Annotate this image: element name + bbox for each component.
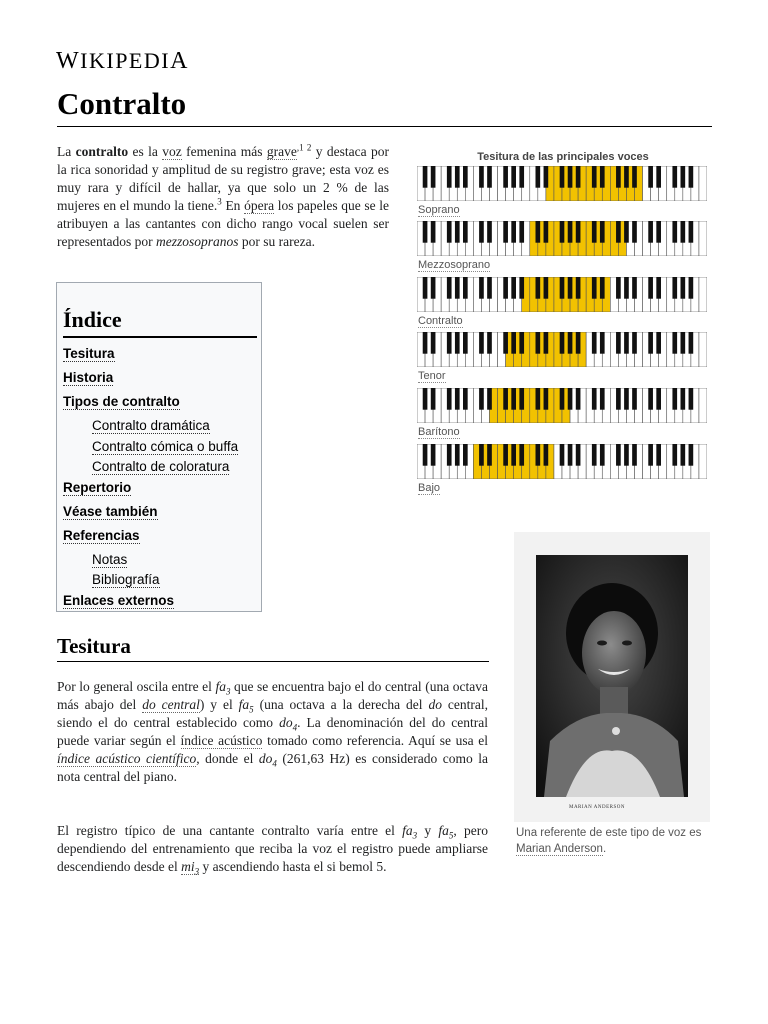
- voice-label-contralto[interactable]: Contralto: [418, 315, 463, 327]
- toc-item-contralto-dramática[interactable]: Contralto dramática: [92, 418, 210, 433]
- black-key: [576, 221, 581, 243]
- black-key: [592, 166, 597, 188]
- black-key: [576, 388, 581, 410]
- black-key: [536, 444, 541, 466]
- black-key: [487, 166, 492, 188]
- black-key: [503, 166, 508, 188]
- black-key: [568, 332, 573, 354]
- black-key: [600, 166, 605, 188]
- black-key: [592, 277, 597, 299]
- black-key: [431, 444, 436, 466]
- black-key: [511, 277, 516, 299]
- reference-1-2[interactable]: ,1 2: [296, 142, 312, 153]
- italic-mezzosopranos: mezzosopranos: [155, 234, 239, 249]
- black-key: [632, 444, 637, 466]
- black-key: [624, 444, 629, 466]
- keyboard-barítono: [417, 388, 707, 423]
- toc-item-véase-también[interactable]: Véase también: [63, 503, 158, 519]
- black-key: [503, 221, 508, 243]
- black-key: [463, 166, 468, 188]
- black-key: [423, 444, 428, 466]
- black-key: [672, 332, 677, 354]
- black-key: [455, 332, 460, 354]
- table-of-contents: [56, 282, 262, 612]
- photo-caption: Una referente de este tipo de voz es Marian Anderson.: [516, 827, 702, 855]
- tesitura-paragraph-1: Por lo general oscila entre el $fa_3$ que se encuentra bajo el do central (una octava más abajo del do central) y el $fa_5$ (una octava a la derecha del do central, siendo el do central establecido como $do_4$. La denominación del do central puede variar según el índice acústico tomado como referencia. Aquí se usa el índice acústico científico, donde el $do_4$ (261,63 Hz) es considerado como la nota central del piano.: [57, 679, 488, 784]
- black-key: [592, 444, 597, 466]
- toc-item-contralto-cómica-o-buffa[interactable]: Contralto cómica o buffa: [92, 438, 239, 454]
- black-key: [544, 277, 549, 299]
- black-key: [487, 221, 492, 243]
- black-key: [600, 277, 605, 299]
- voice-label-soprano[interactable]: Soprano: [418, 204, 460, 216]
- voice-label-barítono[interactable]: Barítono: [418, 426, 460, 438]
- intro-paragraph: La contralto es la voz femenina más grave$^{,1 2}$ y destaca por la rica sonoridad y amplitud de su registro grave; esta voz es muy rara y difícil de hallar, ya que solo un 2 % de las mujeres en el mundo la tiene.$^3$ En ópera los papeles que se le atribuyen a las cantantes con dicho rango vocal suelen ser representados por mezzosopranos por su rareza.: [57, 142, 390, 249]
- black-key: [511, 332, 516, 354]
- toc-item-repertorio[interactable]: Repertorio: [63, 479, 132, 495]
- black-key: [672, 277, 677, 299]
- keyboard-tenor: [417, 332, 707, 367]
- black-key: [624, 388, 629, 410]
- black-key: [648, 221, 653, 243]
- keyboard-soprano: [417, 166, 707, 201]
- black-key: [632, 332, 637, 354]
- black-key: [592, 221, 597, 243]
- black-key: [431, 388, 436, 410]
- black-key: [648, 332, 653, 354]
- black-key: [656, 166, 661, 188]
- black-key: [672, 166, 677, 188]
- black-key: [519, 277, 524, 299]
- black-key: [479, 332, 484, 354]
- tesitura-paragraph-2: El registro típico de una cantante contralto varía entre el $fa_3$ y $fa_5$, pero dependiendo del entrenamiento que reciba la voz el registro puede ampliarse descendiendo desde el $mi_3$ y ascendiendo hasta el si bemol 5.: [57, 823, 488, 877]
- black-key: [592, 388, 597, 410]
- black-key: [544, 444, 549, 466]
- black-key: [689, 277, 694, 299]
- black-key: [616, 277, 621, 299]
- link-opera[interactable]: ópera: [244, 198, 275, 213]
- black-key: [423, 388, 428, 410]
- black-key: [568, 444, 573, 466]
- section-heading-tesitura: Tesitura: [57, 634, 131, 658]
- black-key: [681, 444, 686, 466]
- black-key: [487, 444, 492, 466]
- toc-list: [63, 344, 255, 615]
- black-key: [503, 332, 508, 354]
- black-key: [568, 166, 573, 188]
- toc-item-notas[interactable]: Notas: [92, 551, 128, 567]
- black-key: [624, 221, 629, 243]
- black-key: [568, 388, 573, 410]
- black-key: [544, 388, 549, 410]
- black-key: [463, 277, 468, 299]
- black-key: [624, 332, 629, 354]
- black-key: [632, 277, 637, 299]
- black-key: [689, 221, 694, 243]
- black-key: [592, 332, 597, 354]
- link-indice-acustico-cientifico[interactable]: índice acústico científico: [57, 751, 197, 766]
- voice-label-mezzosoprano[interactable]: Mezzosoprano: [418, 259, 491, 271]
- black-key: [560, 444, 565, 466]
- black-key: [447, 444, 452, 466]
- black-key: [648, 166, 653, 188]
- black-key: [511, 166, 516, 188]
- black-key: [689, 444, 694, 466]
- black-key: [568, 277, 573, 299]
- black-key: [536, 277, 541, 299]
- keyboard-bajo: [417, 444, 707, 479]
- black-key: [576, 277, 581, 299]
- black-key: [648, 444, 653, 466]
- piano-chart-title: Tesitura de las principales voces: [477, 151, 649, 163]
- black-key: [423, 332, 428, 354]
- black-key: [463, 332, 468, 354]
- black-key: [672, 221, 677, 243]
- black-key: [656, 277, 661, 299]
- black-key: [455, 444, 460, 466]
- white-key: [699, 444, 707, 479]
- black-key: [463, 444, 468, 466]
- link-indice-acustico[interactable]: índice acústico: [180, 733, 263, 748]
- link-grave[interactable]: grave: [266, 144, 297, 159]
- black-key: [656, 332, 661, 354]
- black-key: [624, 166, 629, 188]
- photo-print-label: MARIAN ANDERSON: [569, 805, 625, 810]
- black-key: [616, 444, 621, 466]
- black-key: [672, 388, 677, 410]
- black-key: [479, 388, 484, 410]
- toc-divider: [63, 336, 257, 338]
- black-key: [632, 388, 637, 410]
- black-key: [544, 166, 549, 188]
- section-divider: [57, 661, 489, 662]
- black-key: [519, 332, 524, 354]
- black-key: [536, 221, 541, 243]
- black-key: [463, 221, 468, 243]
- black-key: [519, 388, 524, 410]
- black-key: [447, 332, 452, 354]
- toc-item-enlaces-externos[interactable]: Enlaces externos: [63, 592, 175, 608]
- black-key: [560, 221, 565, 243]
- black-key: [536, 388, 541, 410]
- black-key: [656, 444, 661, 466]
- photo-thumbnail[interactable]: [514, 532, 710, 822]
- link-voz[interactable]: voz: [162, 144, 182, 159]
- black-key: [632, 221, 637, 243]
- black-key: [600, 332, 605, 354]
- black-key: [681, 277, 686, 299]
- black-key: [455, 388, 460, 410]
- toc-item-contralto-de-coloratura[interactable]: Contralto de coloratura: [92, 459, 230, 474]
- black-key: [479, 277, 484, 299]
- wikipedia-logo[interactable]: WIKIPEDIA: [56, 48, 189, 74]
- black-key: [560, 166, 565, 188]
- black-key: [544, 221, 549, 243]
- black-key: [431, 166, 436, 188]
- black-key: [560, 277, 565, 299]
- black-key: [544, 332, 549, 354]
- black-key: [487, 277, 492, 299]
- voice-label-bajo[interactable]: Bajo: [418, 482, 441, 494]
- black-key: [616, 332, 621, 354]
- black-key: [689, 332, 694, 354]
- toc-title: Índice: [63, 307, 122, 332]
- title-divider: [57, 126, 712, 127]
- black-key: [431, 221, 436, 243]
- black-key: [455, 221, 460, 243]
- black-key: [431, 277, 436, 299]
- black-key: [560, 332, 565, 354]
- black-key: [648, 277, 653, 299]
- black-key: [600, 444, 605, 466]
- link-mi3[interactable]: $mi_3$: [181, 859, 200, 877]
- link-do-central[interactable]: do central: [142, 697, 200, 712]
- keyboard-contralto: [417, 277, 707, 312]
- black-key: [560, 388, 565, 410]
- white-key: [699, 166, 707, 201]
- black-key: [681, 166, 686, 188]
- black-key: [455, 277, 460, 299]
- black-key: [681, 332, 686, 354]
- white-key: [699, 388, 707, 423]
- black-key: [632, 166, 637, 188]
- black-key: [576, 444, 581, 466]
- black-key: [423, 221, 428, 243]
- marian-anderson-portrait: [536, 555, 688, 797]
- white-key: [699, 332, 707, 367]
- black-key: [519, 166, 524, 188]
- black-key: [616, 388, 621, 410]
- bold-term: contralto: [75, 144, 129, 159]
- black-key: [479, 444, 484, 466]
- toc-item-tesitura[interactable]: Tesitura: [63, 346, 115, 361]
- voice-label-tenor[interactable]: Tenor: [418, 370, 446, 382]
- black-key: [423, 277, 428, 299]
- black-key: [511, 221, 516, 243]
- black-key: [455, 166, 460, 188]
- keyboard-mezzosoprano: [417, 221, 707, 256]
- black-key: [616, 166, 621, 188]
- page-title: Contralto: [57, 86, 187, 121]
- link-marian-anderson[interactable]: Marian Anderson: [516, 843, 603, 855]
- black-key: [447, 388, 452, 410]
- reference-3[interactable]: 3: [217, 196, 222, 207]
- black-key: [463, 388, 468, 410]
- black-key: [536, 166, 541, 188]
- black-key: [479, 221, 484, 243]
- black-key: [576, 166, 581, 188]
- black-key: [447, 166, 452, 188]
- black-key: [519, 444, 524, 466]
- black-key: [519, 221, 524, 243]
- black-key: [600, 388, 605, 410]
- black-key: [503, 388, 508, 410]
- black-key: [600, 221, 605, 243]
- black-key: [672, 444, 677, 466]
- black-key: [616, 221, 621, 243]
- black-key: [431, 332, 436, 354]
- toc-item-referencias[interactable]: Referencias: [63, 527, 140, 543]
- black-key: [487, 332, 492, 354]
- black-key: [503, 444, 508, 466]
- white-key: [699, 277, 707, 312]
- black-key: [656, 221, 661, 243]
- black-key: [689, 166, 694, 188]
- black-key: [681, 388, 686, 410]
- black-key: [536, 332, 541, 354]
- black-key: [447, 221, 452, 243]
- black-key: [576, 332, 581, 354]
- white-key: [699, 221, 707, 256]
- black-key: [689, 388, 694, 410]
- toc-item-tipos-de-contralto[interactable]: Tipos de contralto: [63, 394, 180, 409]
- black-key: [447, 277, 452, 299]
- toc-item-bibliografía[interactable]: Bibliografía: [92, 572, 160, 587]
- black-key: [503, 277, 508, 299]
- black-key: [624, 277, 629, 299]
- black-key: [511, 388, 516, 410]
- black-key: [681, 221, 686, 243]
- black-key: [656, 388, 661, 410]
- toc-item-historia[interactable]: Historia: [63, 370, 114, 385]
- black-key: [423, 166, 428, 188]
- black-key: [648, 388, 653, 410]
- black-key: [479, 166, 484, 188]
- black-key: [568, 221, 573, 243]
- black-key: [487, 388, 492, 410]
- black-key: [511, 444, 516, 466]
